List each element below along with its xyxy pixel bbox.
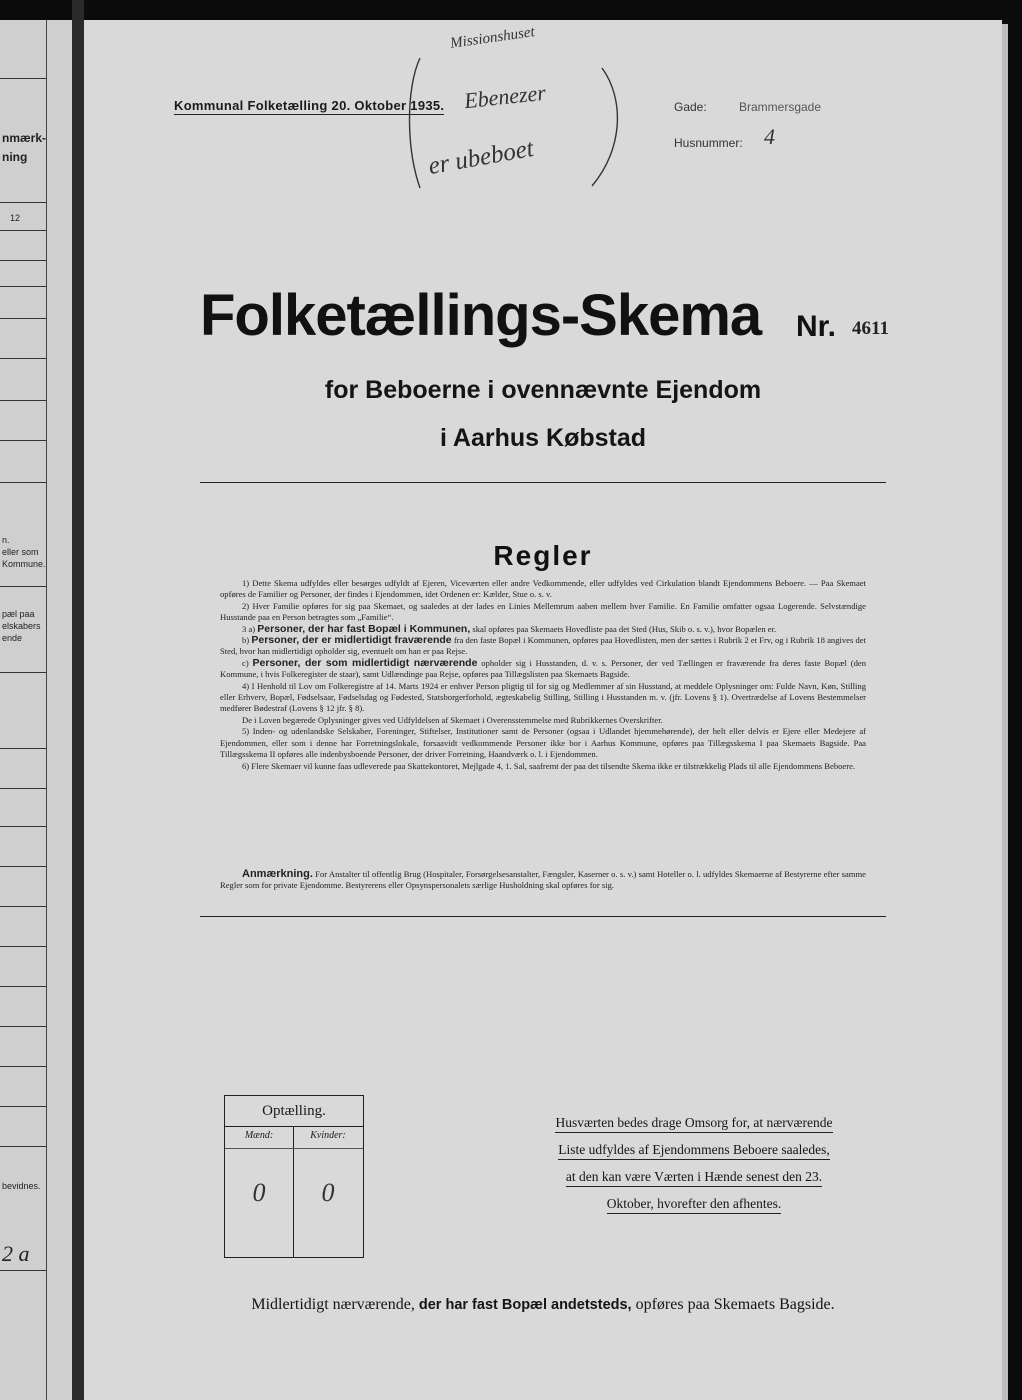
- text-fragment: pæl paa: [2, 609, 35, 619]
- street-value: Brammersgade: [739, 100, 822, 114]
- rule-line: [0, 788, 46, 789]
- rule-3c-marker: c): [242, 657, 249, 668]
- rule-line: [0, 986, 46, 987]
- rule-3b: [220, 635, 866, 658]
- instruction-line: at den kan være Værten i Hænde senest den 23.: [566, 1169, 822, 1187]
- rule-line: [0, 358, 46, 359]
- rule-line: [0, 866, 46, 867]
- horizontal-rule: [200, 482, 886, 483]
- rule-line: [0, 400, 46, 401]
- form-number-value: 4611: [852, 318, 889, 339]
- rule-line: [0, 230, 46, 231]
- rule-line: [0, 286, 46, 287]
- footer-bold-text: der har fast Bopæl andetsteds,: [418, 1297, 632, 1313]
- column-divider: [46, 20, 47, 1400]
- form-subtitle: for Beboerne i ovennævnte Ejendom: [324, 376, 762, 404]
- rule-line: [0, 318, 46, 319]
- rule-3c: [220, 658, 866, 681]
- rule-6: 6) Flere Skemaer vil kunne faas udleverede paa Skattekontoret, Mejlgade 4, 1. Sal, saafremt der paa det tilsendte Skema ikke er tilstrækkelig Plads til alle Ejendommens Beboere.: [242, 760, 856, 771]
- rule-line: [0, 906, 46, 907]
- house-number-label: Husnummer:: [674, 136, 743, 150]
- note-paragraph: [220, 869, 866, 892]
- footer-text: Midlertidigt nærværende,: [251, 1296, 415, 1313]
- rule-line: [0, 946, 46, 947]
- tally-title: Optælling.: [225, 1096, 363, 1127]
- house-number-value: 4: [764, 124, 775, 149]
- rule-3a-heading: Personer, der har fast Bopæl i Kommunen,: [257, 622, 471, 635]
- rules-heading: Regler: [493, 540, 593, 571]
- landlord-instructions: [524, 1114, 864, 1222]
- men-label: Mænd:: [244, 1130, 274, 1141]
- column-heading-fragment: nmærk-: [2, 131, 47, 145]
- text-fragment: bevidnes.: [2, 1181, 41, 1191]
- form-subtitle-city: i Aarhus Købstad: [439, 424, 647, 452]
- rule-3b-marker: b): [242, 635, 250, 646]
- rule-3a-text: skal opføres paa Skemaets Hovedliste paa det Sted (Hus, Skib o. s. v.), hvor Bopælen er.: [472, 623, 777, 634]
- book-gutter: [72, 0, 84, 1400]
- page-edge: [1002, 24, 1008, 1400]
- footer-text: opføres paa Skemaets Bagside.: [635, 1296, 835, 1313]
- rule-line: [0, 748, 46, 749]
- instruction-line: Husværten bedes drage Omsorg for, at nærværende: [555, 1115, 832, 1133]
- men-count: 0: [252, 1178, 266, 1207]
- column-heading-fragment: ning: [2, 150, 28, 164]
- rule-3b-heading: Personer, der er midlertidigt fraværende: [251, 634, 452, 647]
- horizontal-rule: [200, 916, 886, 917]
- rule-line: [0, 1106, 46, 1107]
- rules-text: [220, 578, 866, 772]
- handwritten-annotation: [402, 24, 642, 198]
- footer-note: [84, 1296, 1002, 1314]
- tally-box: [224, 1095, 364, 1258]
- rule-5: 5) Inden- og udenlandske Selskaber, Foreninger, Stiftelser, Institutioner samt de Personer (ogsaa i Udlandet hjemmehørende), der helt eller delvis er Ejere eller Medejere af Ejendommen, eller som i denne har Forretningslokale, forsaavidt vedkommende Personer ikke bor i Aarhus Kommune, opføres paa Tillægsskema I paa Skemaets Bagside. Paa Tillægsskema II opføres alle indenbysboende Personer, der driver Forretning, Haandværk o. l. i Ejendommen.: [220, 726, 866, 760]
- text-fragment: Kommune.: [2, 559, 46, 569]
- text-fragment: eller som: [2, 547, 39, 557]
- column-number: 12: [10, 213, 21, 223]
- rule-line: [0, 260, 46, 261]
- annotation-note: [220, 869, 866, 892]
- rule-4: 4) I Henhold til Lov om Folkeregistre af 14. Marts 1924 er enhver Person pligtig til for sig og Medlemmer af sin Husstand, at meddele Oplysninger om: Fulde Navn, Køn, Stilling eller Erhverv, Bopæl, Fødselsaar, Fødselsdag og Fødested, Statsborgerforhold, ægteskabelig Stilling, Stilling i Husstanden m. v. (jfr. Lovens § 1). Overtrædelse af Lovens Bestemmelser medfører Bødestraf (Lovens § 12 jfr. § 8).: [220, 680, 866, 714]
- rule-line: [0, 1026, 46, 1027]
- tally-divider: [225, 1148, 363, 1149]
- form-number-label: Nr.: [796, 310, 837, 343]
- census-form-page: [84, 20, 1002, 1400]
- rule-3a-marker: 3 a): [242, 623, 256, 634]
- rule-3c-text: opholder sig i Husstanden, d. v. s. Personer, der ved Tællingen er fraværende fra deres faste Bopæl (den Kommune, i hvis Folkeregister de staar), samt Udlændinge paa Rejse, opføres paa Tillægslisten paa Skemaets Bagside.: [220, 657, 867, 680]
- women-count: 0: [321, 1178, 335, 1207]
- note-text: For Anstalter til offentlig Brug (Hospitaler, Forsørgelsesanstalter, Fængsler, Kaserner o. s. v.) samt Hoteller o. l. udfyldes Skemaerne af Bestyrerne efter samme Regler som for private Ejendomme. Bestyrerens eller Opsynspersonalets særlige Husholdning skal opføres for sig.: [220, 869, 866, 891]
- census-header-title: Kommunal Folketælling 20. Oktober 1935.: [174, 98, 445, 113]
- rule-line: [0, 78, 46, 79]
- text-fragment: elskabers: [2, 621, 41, 631]
- rule-line: [0, 440, 46, 441]
- women-label: Kvinder:: [310, 1130, 346, 1141]
- rule-3b-text: fra den faste Bopæl i Kommunen, opføres paa Hovedlisten, men der sættes i Rubrik 2 et Frv, og i Rubrik 18 angives det Sted, hvor han midlertidigt opholder sig, eventuelt om han er paa Rejse.: [220, 635, 867, 657]
- rule-line: [0, 1270, 46, 1271]
- handwritten-line: er ubeboet: [426, 134, 536, 181]
- rule-line: [0, 586, 46, 587]
- street-label: Gade:: [674, 100, 707, 114]
- instruction-line: Liste udfyldes af Ejendommens Beboere saaledes,: [558, 1142, 829, 1160]
- rule-2: 2) Hver Familie opføres for sig paa Skemaet, og saaledes at der lades en Linies Mellemrum aaben mellem hver Familie. En Familie omfatter ogsaa Logerende. Selvstændige Husstande paa en Person betragtes som „Familie“.: [220, 600, 866, 623]
- note-heading: Anmærkning.: [242, 868, 313, 880]
- rule-line: [0, 672, 46, 673]
- rule-line: [0, 202, 46, 203]
- handwritten-line: Ebenezer: [462, 79, 547, 114]
- rule-line: [0, 1066, 46, 1067]
- rule-line: [0, 482, 46, 483]
- rule-line: [0, 826, 46, 827]
- rule-1: 1) Dette Skema udfyldes eller besørges udfyldt af Ejeren, Viceværten eller andre Vedkommende, eller udfyldes ved Cirkulation blandt Ejendommens Beboere. — Paa Skemaet opføres de Familier og Personer, der findes i Ejendommen, idet Ordenen er: Kælder, Stue o. s. v.: [220, 578, 866, 600]
- handwritten-line: Missionshuset: [449, 24, 536, 52]
- rule-3c-heading: Personer, der som midlertidigt nærværende: [252, 656, 478, 669]
- rule-4b: De i Loven begærede Oplysninger gives ved Udfyldelsen af Skemaet i Overensstemmelse med Rubrikkernes Overskrifter.: [242, 714, 663, 725]
- text-fragment: ende: [2, 633, 23, 643]
- form-title: Folketællings-Skema: [200, 283, 762, 348]
- handwritten-signature-fragment: 2 a: [2, 1241, 30, 1266]
- instruction-line: Oktober, hvorefter den afhentes.: [607, 1196, 782, 1214]
- text-fragment: n.: [2, 535, 10, 545]
- previous-page-fragment: [0, 20, 72, 1400]
- rule-line: [0, 1146, 46, 1147]
